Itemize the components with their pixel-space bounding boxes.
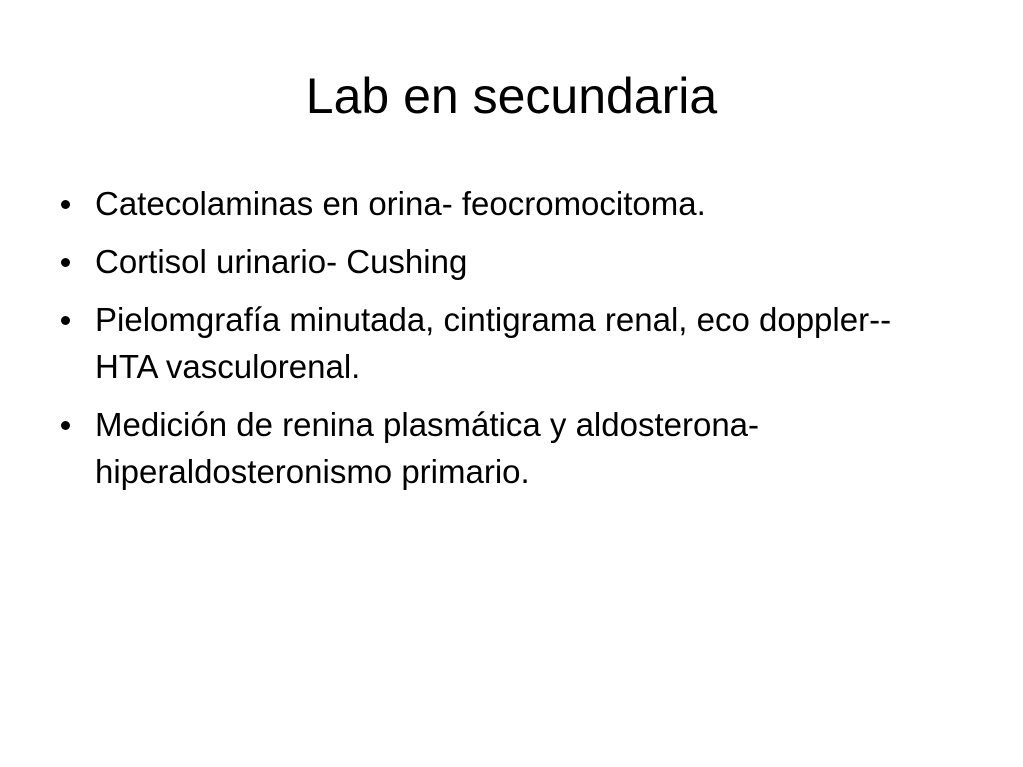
bullet-dot-icon bbox=[61, 200, 70, 209]
bullet-dot-icon bbox=[61, 421, 70, 430]
bullet-text: Catecolaminas en orina- feocromocitoma. bbox=[95, 185, 706, 222]
bullet-dot-icon bbox=[61, 316, 70, 325]
bullet-text: Cortisol urinario- Cushing bbox=[95, 243, 468, 280]
bullet-text: Medición de renina plasmática y aldosterona- hiperaldosteronismo primario. bbox=[95, 406, 760, 490]
bullet-text: Pielomgrafía minutada, cintigrama renal, eco doppler-- HTA vasculorenal. bbox=[95, 301, 892, 385]
bullet-list bbox=[58, 180, 958, 506]
list-item bbox=[58, 238, 958, 285]
bullet-dot-icon bbox=[61, 258, 70, 267]
list-item bbox=[58, 296, 958, 390]
list-item bbox=[58, 401, 958, 495]
list-item bbox=[58, 180, 958, 227]
slide-title: Lab en secundaria bbox=[305, 68, 718, 124]
